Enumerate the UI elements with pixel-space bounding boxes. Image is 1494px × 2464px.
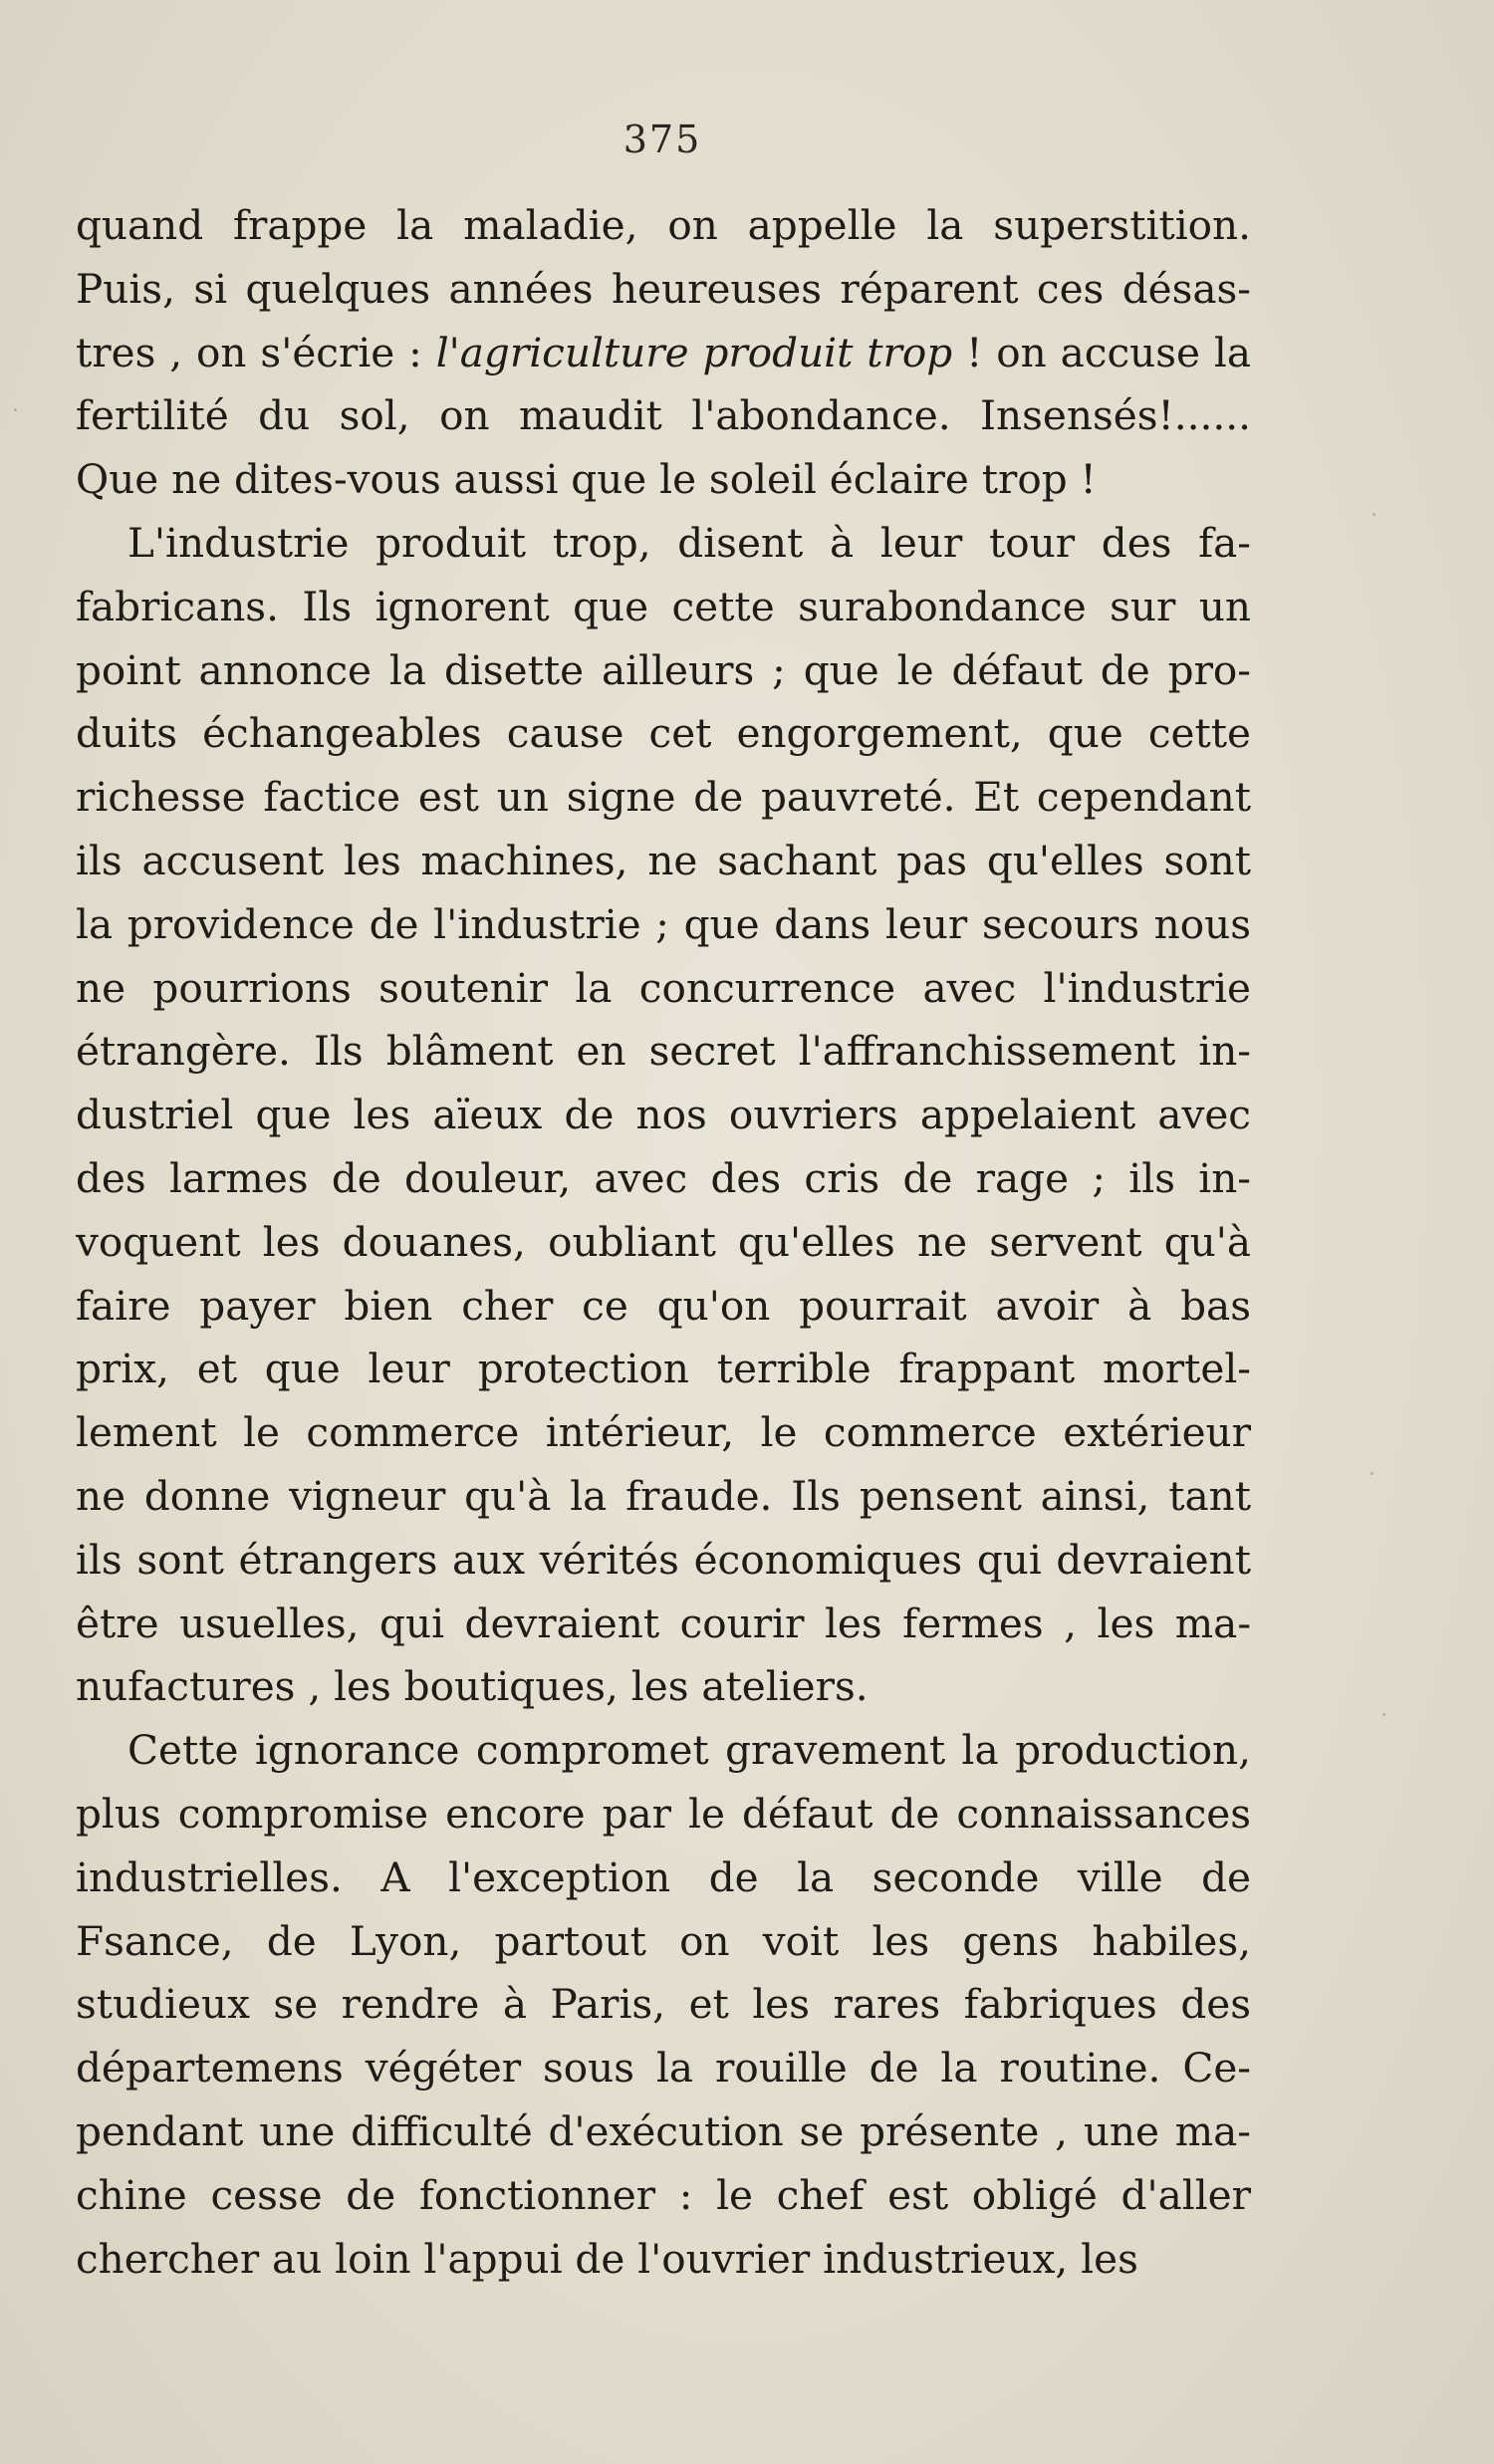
text-line: faire payer bien cher ce qu'on pourrait avoir à bas <box>76 1281 1251 1330</box>
text-line: Cette ignorance compromet gravement la production, <box>127 1726 1251 1775</box>
text-line: chercher au loin l'appui de l'ouvrier industrieux, les <box>76 2234 1138 2283</box>
text-line: dustriel que les aïeux de nos ouvriers appelaient avec <box>76 1091 1251 1139</box>
text-line: quand frappe la maladie, on appelle la superstition. <box>76 201 1251 249</box>
paragraph <box>76 194 1251 512</box>
text-line: richesse factice est un signe de pauvreté. Et cependant <box>76 773 1251 822</box>
paragraph <box>76 1719 1251 2291</box>
text-segment: tres , on s'écrie : <box>76 328 436 376</box>
page-number: 375 <box>622 118 702 161</box>
paper-speck <box>1370 1472 1373 1475</box>
text-line: ils sont étrangers aux vérités économiques qui devraient <box>76 1535 1251 1584</box>
text-line: L'industrie produit trop, disent à leur tour des fa- <box>127 518 1251 567</box>
text-line: duits échangeables cause cet engorgement, que cette <box>76 709 1251 758</box>
paper-speck <box>1372 513 1375 516</box>
text-line: ils accusent les machines, ne sachant pas qu'elles sont <box>76 836 1251 884</box>
text-segment: ! on accuse la <box>952 328 1251 376</box>
text-line: des larmes de douleur, avec des cris de rage ; ils in- <box>76 1153 1251 1202</box>
text-line: pendant une difficulté d'exécution se présente , une ma- <box>76 2106 1251 2155</box>
body-text <box>76 194 1251 2291</box>
text-line: plus compromise encore par le défaut de connaissances <box>76 1789 1251 1838</box>
text-line: Puis, si quelques années heureuses réparent ces désas- <box>76 264 1251 313</box>
italic-phrase: l'agriculture produit trop <box>435 328 953 376</box>
text-line: ne pourrions soutenir la concurrence avec l'industrie <box>76 963 1251 1012</box>
text-line: la providence de l'industrie ; que dans leur secours nous <box>76 899 1251 948</box>
paragraph <box>76 512 1251 1719</box>
text-line: ne donne vigneur qu'à la fraude. Ils pensent ainsi, tant <box>76 1471 1251 1520</box>
text-line: studieux se rendre à Paris, et les rares fabriques des <box>76 1980 1251 2029</box>
text-line: chine cesse de fonctionner : le chef est obligé d'aller <box>76 2170 1251 2219</box>
text-line: voquent les douanes, oubliant qu'elles ne servent qu'à <box>76 1217 1251 1266</box>
text-line: industrielles. A l'exception de la seconde ville de <box>76 1852 1251 1901</box>
text-line: Que ne dites-vous aussi que le soleil éclaire trop ! <box>76 455 1097 504</box>
paper-speck <box>14 408 17 411</box>
text-line: lement le commerce intérieur, le commerce extérieur <box>76 1408 1251 1457</box>
text-line: être usuelles, qui devraient courir les fermes , les ma- <box>76 1599 1251 1647</box>
text-line: fabricans. Ils ignorent que cette surabondance sur un <box>76 582 1251 630</box>
text-line: point annonce la disette ailleurs ; que le défaut de pro- <box>76 645 1251 694</box>
paper-speck <box>1382 1713 1385 1716</box>
text-line: Fsance, de Lyon, partout on voit les gens habiles, <box>76 1916 1251 1965</box>
text-line: prix, et que leur protection terrible frappant mortel- <box>76 1345 1251 1393</box>
text-line: nufactures , les boutiques, les ateliers. <box>76 1662 869 1711</box>
text-line: fertilité du sol, on maudit l'abondance. Insensés!...... <box>76 391 1251 440</box>
text-line: départemens végéter sous la rouille de la routine. Ce- <box>76 2044 1251 2093</box>
text-line: étrangère. Ils blâment en secret l'affranchissement in- <box>76 1027 1251 1076</box>
text-line <box>76 322 1251 385</box>
